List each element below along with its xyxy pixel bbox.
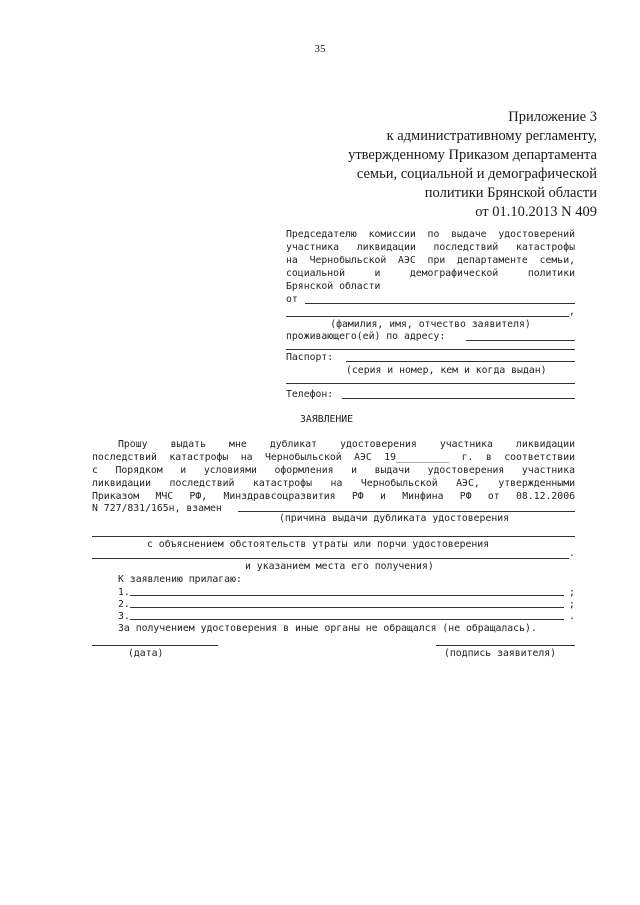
period: . <box>569 548 575 559</box>
addressee-line: Брянской области <box>286 281 381 292</box>
from-label: от <box>286 294 298 305</box>
body-line: ликвидации последствий катастрофы на Чернобыльской АЭС, утвержденными <box>92 478 575 489</box>
circumstances-hint: с объяснением обстоятельств утраты или порчи удостоверения <box>147 539 490 550</box>
body-line: с Порядком и условиями оформления и выдачи удостоверения участника <box>92 465 575 476</box>
body-line: Прошу выдать мне дубликат удостоверения участника ликвидации <box>118 439 575 450</box>
appendix-header <box>277 108 597 222</box>
attach-item-line <box>130 607 564 608</box>
date-field-line <box>92 645 218 646</box>
phone-field-line <box>342 398 575 399</box>
attach-item-line <box>130 595 564 596</box>
addressee-line: участника ликвидации последствий катастрофы <box>286 242 575 253</box>
passport-field-line-2 <box>286 383 575 384</box>
passport-field-line <box>346 361 575 362</box>
document-title: ЗАЯВЛЕНИЕ <box>300 414 354 425</box>
attach-item-line <box>130 619 564 620</box>
attach-item-number: 2. <box>118 599 130 610</box>
signature-field-line <box>436 645 575 646</box>
date-hint: (дата) <box>128 648 164 659</box>
appendix-line: утвержденному Приказом департамента <box>348 147 597 163</box>
appendix-line: политики Брянской области <box>424 185 597 201</box>
reason-hint: (причина выдачи дубликата удостоверения <box>279 513 510 524</box>
semicolon: ; <box>569 587 575 598</box>
from-field-line <box>305 303 575 304</box>
period: . <box>569 611 575 622</box>
address-label: проживающего(ей) по адресу: <box>286 331 446 342</box>
appendix-line: семьи, социальной и демографической <box>356 166 597 182</box>
appendix-line: от 01.10.2013 N 409 <box>475 204 597 220</box>
semicolon: ; <box>569 599 575 610</box>
attach-item-number: 3. <box>118 611 130 622</box>
comma: , <box>569 306 575 317</box>
appendix-line: к административному регламенту, <box>386 128 597 144</box>
address-field-line <box>466 340 575 341</box>
addressee-line: на Чернобыльской АЭС при департаменте семьи, <box>286 255 575 266</box>
signature-hint: (подпись заявителя) <box>444 648 557 659</box>
body-line: N 727/831/165н, взамен <box>92 503 222 514</box>
attach-label: К заявлению прилагаю: <box>118 574 242 585</box>
reason-field-line-3 <box>92 558 569 559</box>
body-line: Приказом МЧС РФ, Минздравсоцразвития РФ и Минфина РФ от 08.12.2006 <box>92 491 575 502</box>
reason-field-line-2 <box>92 536 575 537</box>
page-number: 35 <box>314 43 326 55</box>
body-line: последствий катастрофы на Чернобыльской АЭС 19_________ г. в соответствии <box>92 452 575 463</box>
name-hint: (фамилия, имя, отчество заявителя) <box>330 319 531 330</box>
address-field-line-2 <box>286 349 575 350</box>
passport-hint: (серия и номер, кем и когда выдан) <box>346 365 547 376</box>
passport-label: Паспорт: <box>286 352 334 363</box>
attach-item-number: 1. <box>118 587 130 598</box>
from-field-line-2 <box>286 316 569 317</box>
addressee-line: социальной и демографической политики <box>286 268 575 279</box>
no-other-statement: За получением удостоверения в иные органы не обращался (не обращалась). <box>118 623 537 634</box>
place-hint: и указанием места его получения) <box>245 561 434 572</box>
phone-label: Телефон: <box>286 389 334 400</box>
reason-field-line <box>238 511 575 512</box>
addressee-line: Председателю комиссии по выдаче удостоверений <box>286 229 575 240</box>
appendix-line: Приложение 3 <box>508 109 597 125</box>
